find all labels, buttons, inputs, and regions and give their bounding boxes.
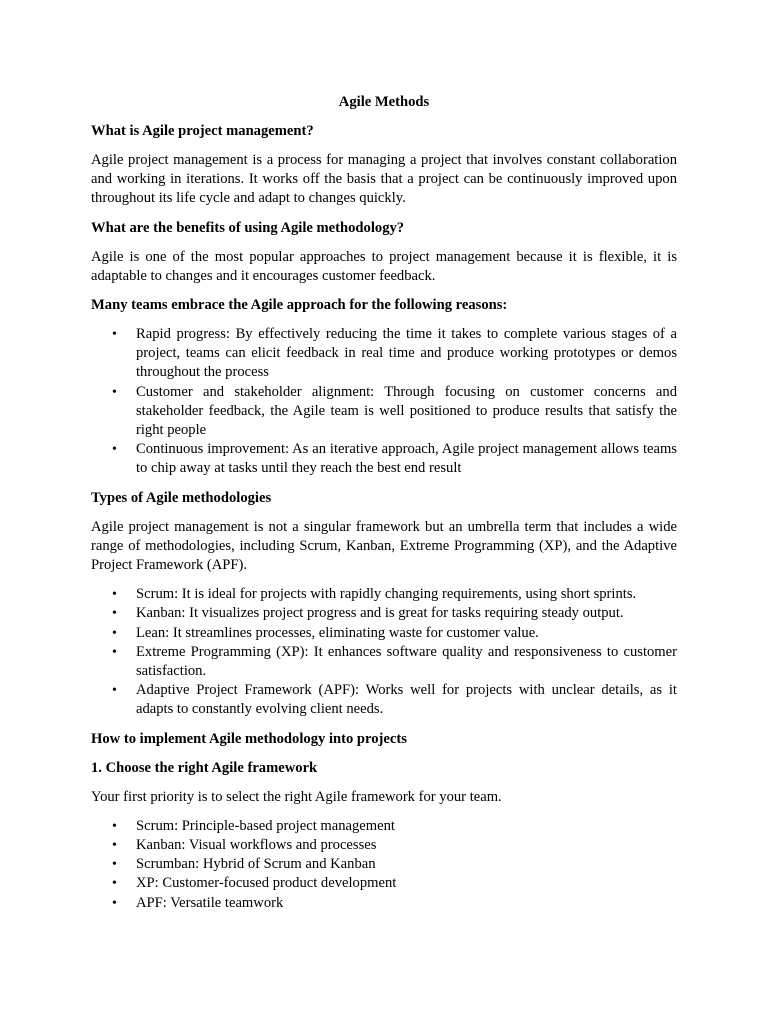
list-item-text: XP: Customer-focused product development [136,875,397,892]
list-item [91,836,677,855]
list-item-text: Scrumban: Hybrid of Scrum and Kanban [136,856,376,873]
list-item [91,585,677,604]
section-heading: How to implement Agile methodology into projects [91,730,407,747]
bullet-icon: • [112,644,117,660]
list-item-text: Extreme Programming (XP): It enhances software quality and responsiveness to customer satisfaction. [136,643,677,680]
section-heading: 1. Choose the right Agile framework [91,759,318,776]
list-item-text: Kanban: Visual workflows and processes [136,837,377,854]
list-item-text: Rapid progress: By effectively reducing the time it takes to complete various stages of a project, teams can elicit feedback in real time and produce working prototypes or demos throughout the process [136,326,677,381]
bullet-icon: • [112,818,117,834]
bullet-icon: • [112,876,117,892]
list-item [91,604,677,623]
list-item [91,643,677,681]
paragraph: Agile is one of the most popular approaches to project management because it is flexible, it is adaptable to changes and it encourages customer feedback. [91,248,677,284]
bullet-icon: • [112,442,117,458]
section-heading: What are the benefits of using Agile methodology? [91,219,405,236]
bullet-icon: • [112,384,117,400]
list-item-text: Adaptive Project Framework (APF): Works well for projects with unclear details, as it adapts to constantly evolving client needs. [136,682,677,718]
list-item [91,383,677,441]
document-title: Agile Methods [338,94,430,110]
bullet-icon: • [112,857,117,873]
bullet-icon: • [112,683,117,699]
list-item [91,817,677,836]
list-item [91,894,677,913]
list-item [91,325,677,383]
list-item-text: Customer and stakeholder alignment: Through focusing on customer concerns and stakeholder feedback, the Agile team is well positioned to produce results that satisfy the right people [136,383,677,439]
bullet-list [91,325,677,479]
list-item-text: Lean: It streamlines processes, eliminating waste for customer value. [136,624,539,641]
section-heading: What is Agile project management? [91,123,314,139]
bullet-icon: • [112,587,117,603]
section-heading: Types of Agile methodologies [91,489,272,506]
bullet-list [91,585,677,719]
list-item-text: Continuous improvement: As an iterative approach, Agile project management allows teams to chip away at tasks until they reach the best end result [136,441,677,477]
list-item-text: Scrum: Principle-based project management [136,817,395,834]
bullet-icon: • [112,606,117,622]
list-item [91,874,677,893]
bullet-icon: • [112,895,117,911]
list-item-text: Kanban: It visualizes project progress and is great for tasks requiring steady output. [136,605,624,622]
list-item-text: Scrum: It is ideal for projects with rapidly changing requirements, using short sprints. [136,586,637,603]
paragraph: Agile project management is a process for managing a project that involves constant collaboration and working in iterations. It works off the basis that a project can be continuously improved upon throughout its life cycle and adapt to changes quickly. [91,152,677,207]
bullet-icon: • [112,838,117,854]
list-item-text: APF: Versatile teamwork [136,894,284,911]
list-item [91,681,677,719]
list-item [91,855,677,874]
bullet-list [91,817,677,913]
bullet-icon: • [112,625,117,641]
paragraph: Your first priority is to select the right Agile framework for your team. [91,788,502,805]
document-body [91,122,677,913]
list-item [91,624,677,643]
bullet-icon: • [112,327,117,343]
paragraph: Agile project management is not a singular framework but an umbrella term that includes a wide range of methodologies, including Scrum, Kanban, Extreme Programming (XP), and the Adaptive Project Framework (APF). [91,518,677,574]
list-item [91,440,677,478]
section-heading: Many teams embrace the Agile approach for the following reasons: [91,297,508,314]
